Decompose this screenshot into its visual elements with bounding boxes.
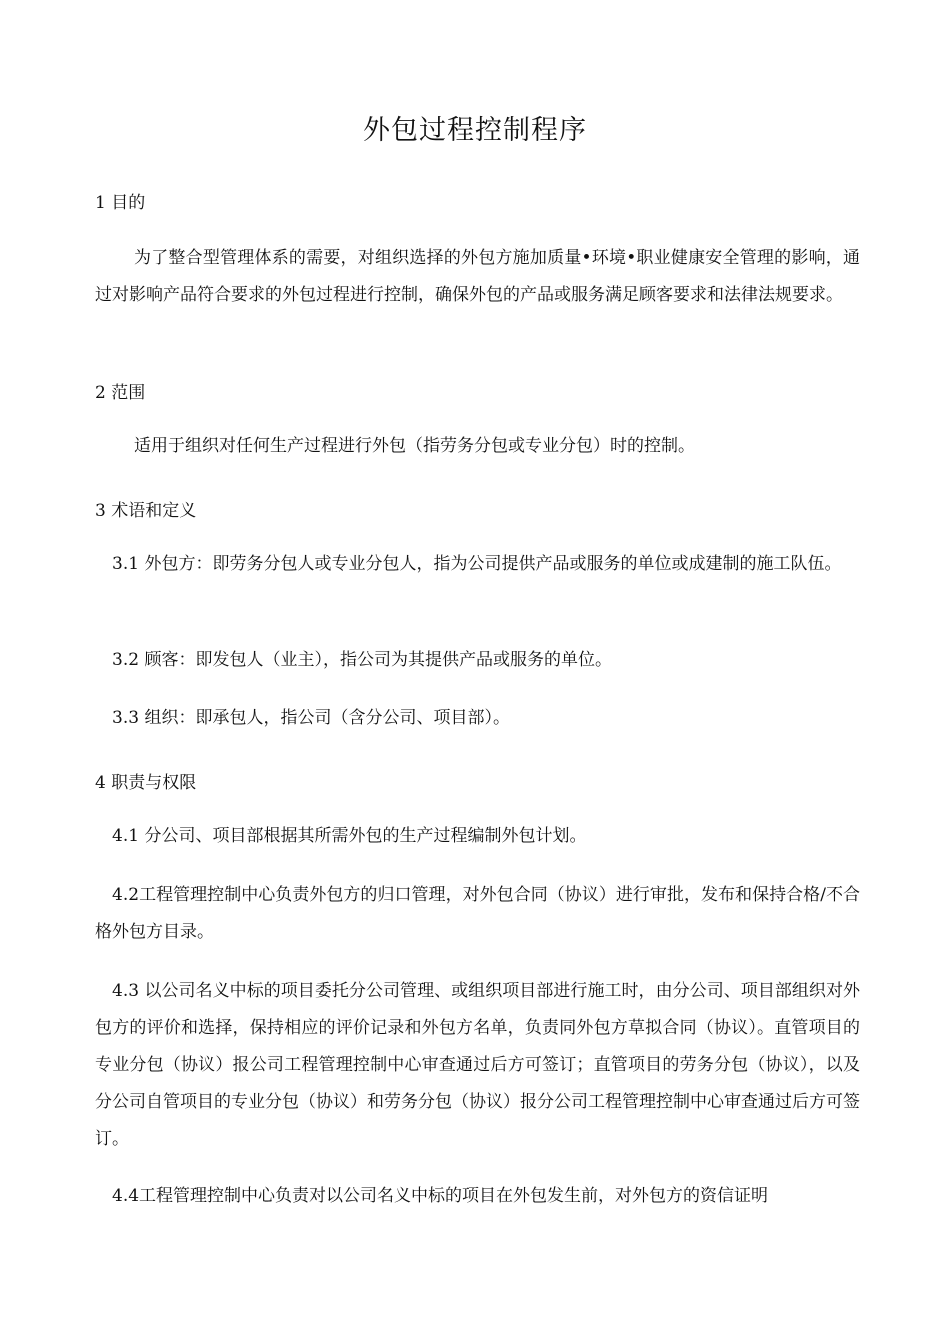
responsibility-item-4-3: 4.3 以公司名义中标的项目委托分公司管理、或组织项目部进行施工时，由分公司、项目部组织对外包方的评价和选择，保持相应的评价记录和外包方名单，负责同外包方草拟合同（协议）。直管项目的专业分包（协议）报公司工程管理控制中心审查通过后方可签订；直管项目的劳务分包（协议），以及分公司自管项目的专业分包（协议）和劳务分包（协议）报分公司工程管理控制中心审查通过后方可签订。 — [95, 981, 860, 1149]
document-title: 外包过程控制程序 — [363, 115, 587, 146]
term-item-3-2: 3.2 顾客：即发包人（业主），指公司为其提供产品或服务的单位。 — [112, 650, 612, 670]
section-heading-scope: 2 范围 — [95, 383, 146, 403]
responsibility-item-4-2: 4.2工程管理控制中心负责外包方的归口管理，对外包合同（协议）进行审批，发布和保持合格/不合格外包方目录。 — [95, 885, 860, 942]
responsibility-item-4-1: 4.1 分公司、项目部根据其所需外包的生产过程编制外包计划。 — [112, 826, 587, 846]
section-heading-responsibilities: 4 职责与权限 — [95, 773, 197, 793]
section-body-scope: 适用于组织对任何生产过程进行外包（指劳务分包或专业分包）时的控制。 — [134, 436, 695, 456]
section-body-purpose: 为了整合型管理体系的需要，对组织选择的外包方施加质量•环境•职业健康安全管理的影响，通过对影响产品符合要求的外包过程进行控制，确保外包的产品或服务满足顾客要求和法律法规要求。 — [95, 248, 860, 305]
responsibility-item-4-4: 4.4工程管理控制中心负责对以公司名义中标的项目在外包发生前，对外包方的资信证明 — [112, 1186, 769, 1206]
term-item-3-3: 3.3 组织：即承包人，指公司（含分公司、项目部）。 — [112, 708, 510, 728]
section-heading-purpose: 1 目的 — [95, 193, 146, 213]
term-item-3-1: 3.1 外包方：即劳务分包人或专业分包人，指为公司提供产品或服务的单位或成建制的施工队伍。 — [112, 554, 842, 574]
section-heading-terms: 3 术语和定义 — [95, 501, 197, 521]
